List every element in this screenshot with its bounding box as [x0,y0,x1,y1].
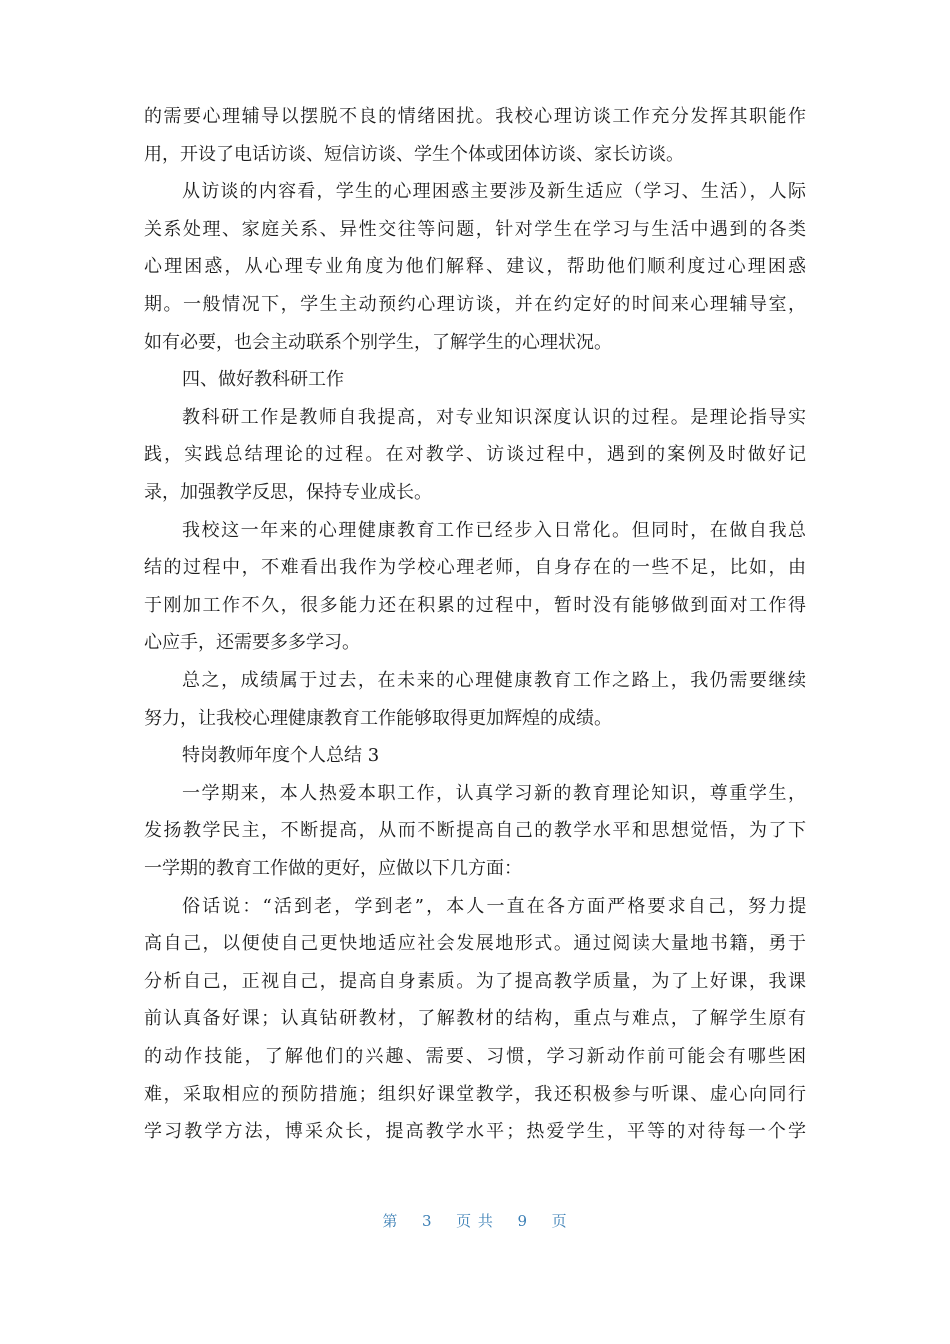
text-line: 特岗教师年度个人总结 3 [182,745,380,767]
text-line: 的需要心理辅导以摆脱不良的情绪困扰。我校心理访谈工作充分发挥其职能作 [144,106,808,127]
text-line: 教科研工作是教师自我提高，对专业知识深度认识的过程。是理论指导实 [182,406,808,428]
text-line: 结的过程中，不难看出我作为学校心理老师，自身存在的一些不足，比如，由 [144,557,808,579]
text-line: 我校这一年来的心理健康教育工作已经步入日常化。但同时，在做自我总 [182,519,808,541]
text-line: 努力，让我校心理健康教育工作能够取得更加辉煌的成绩。 [144,707,612,729]
text-line: 难，采取相应的预防措施；组织好课堂教学，我还积极参与听课、虚心向同行 [144,1083,808,1105]
text-line: 一学期来，本人热爱本职工作，认真学习新的教育理论知识，尊重学生， [182,782,808,804]
text-line: 录，加强教学反思，保持专业成长。 [144,482,432,503]
text-line: 分析自己，正视自己，提高自身素质。为了提高教学质量，为了上好课，我课 [144,970,808,992]
text-line: 期。一般情况下，学生主动预约心理访谈，并在约定好的时间来心理辅导室， [144,294,808,315]
text-line: 于刚加工作不久，很多能力还在积累的过程中，暂时没有能够做到面对工作得 [144,594,808,616]
footer-total-pages: 9 [517,1212,528,1230]
footer-label-of: 页 共 [456,1212,494,1230]
text-line: 心理困惑，从心理专业角度为他们解释、建议，帮助他们顺利度过心理困惑 [144,256,809,278]
text-line: 前认真备好课；认真钻研教材，了解教材的结构，重点与难点，了解学生原有 [144,1008,808,1030]
text-line: 总之，成绩属于过去，在未来的心理健康教育工作之路上，我仍需要继续 [182,670,808,691]
footer-label-page: 第 [382,1212,399,1230]
text-line: 俗话说：“活到老，学到老”，本人一直在各方面严格要求自己，努力提 [182,895,809,917]
footer-current-page: 3 [422,1212,433,1230]
text-line: 发扬教学民主，不断提高，从而不断提高自己的教学水平和思想觉悟，为了下 [144,820,808,842]
text-line: 用，开设了电话访谈、短信访谈、学生个体或团体访谈、家长访谈。 [144,143,684,165]
page-footer [0,1210,950,1231]
text-line: 践，实践总结理论的过程。在对教学、访谈过程中，遇到的案例及时做好记 [144,444,809,466]
text-line: 高自己，以便使自己更快地适应社会发展地形式。通过阅读大量地书籍，勇于 [144,933,808,955]
text-line: 学习教学方法，博采众长，提高教学水平；热爱学生，平等的对待每一个学 [144,1121,809,1143]
text-line: 一学期的教育工作做的更好，应做以下几方面： [144,858,522,879]
text-line: 心应手，还需要多多学习。 [144,632,360,654]
text-line: 的动作技能，了解他们的兴趣、需要、习惯，学习新动作前可能会有哪些困 [144,1046,809,1067]
text-line: 从访谈的内容看，学生的心理困惑主要涉及新生适应（学习、生活），人际 [182,181,808,203]
footer-label-pages-suffix: 页 [551,1212,568,1230]
text-line: 四、做好教科研工作 [182,369,344,391]
text-line: 如有必要，也会主动联系个别学生，了解学生的心理状况。 [144,331,612,353]
text-line: 关系处理、家庭关系、异性交往等问题，针对学生在学习与生活中遇到的各类 [144,218,808,240]
